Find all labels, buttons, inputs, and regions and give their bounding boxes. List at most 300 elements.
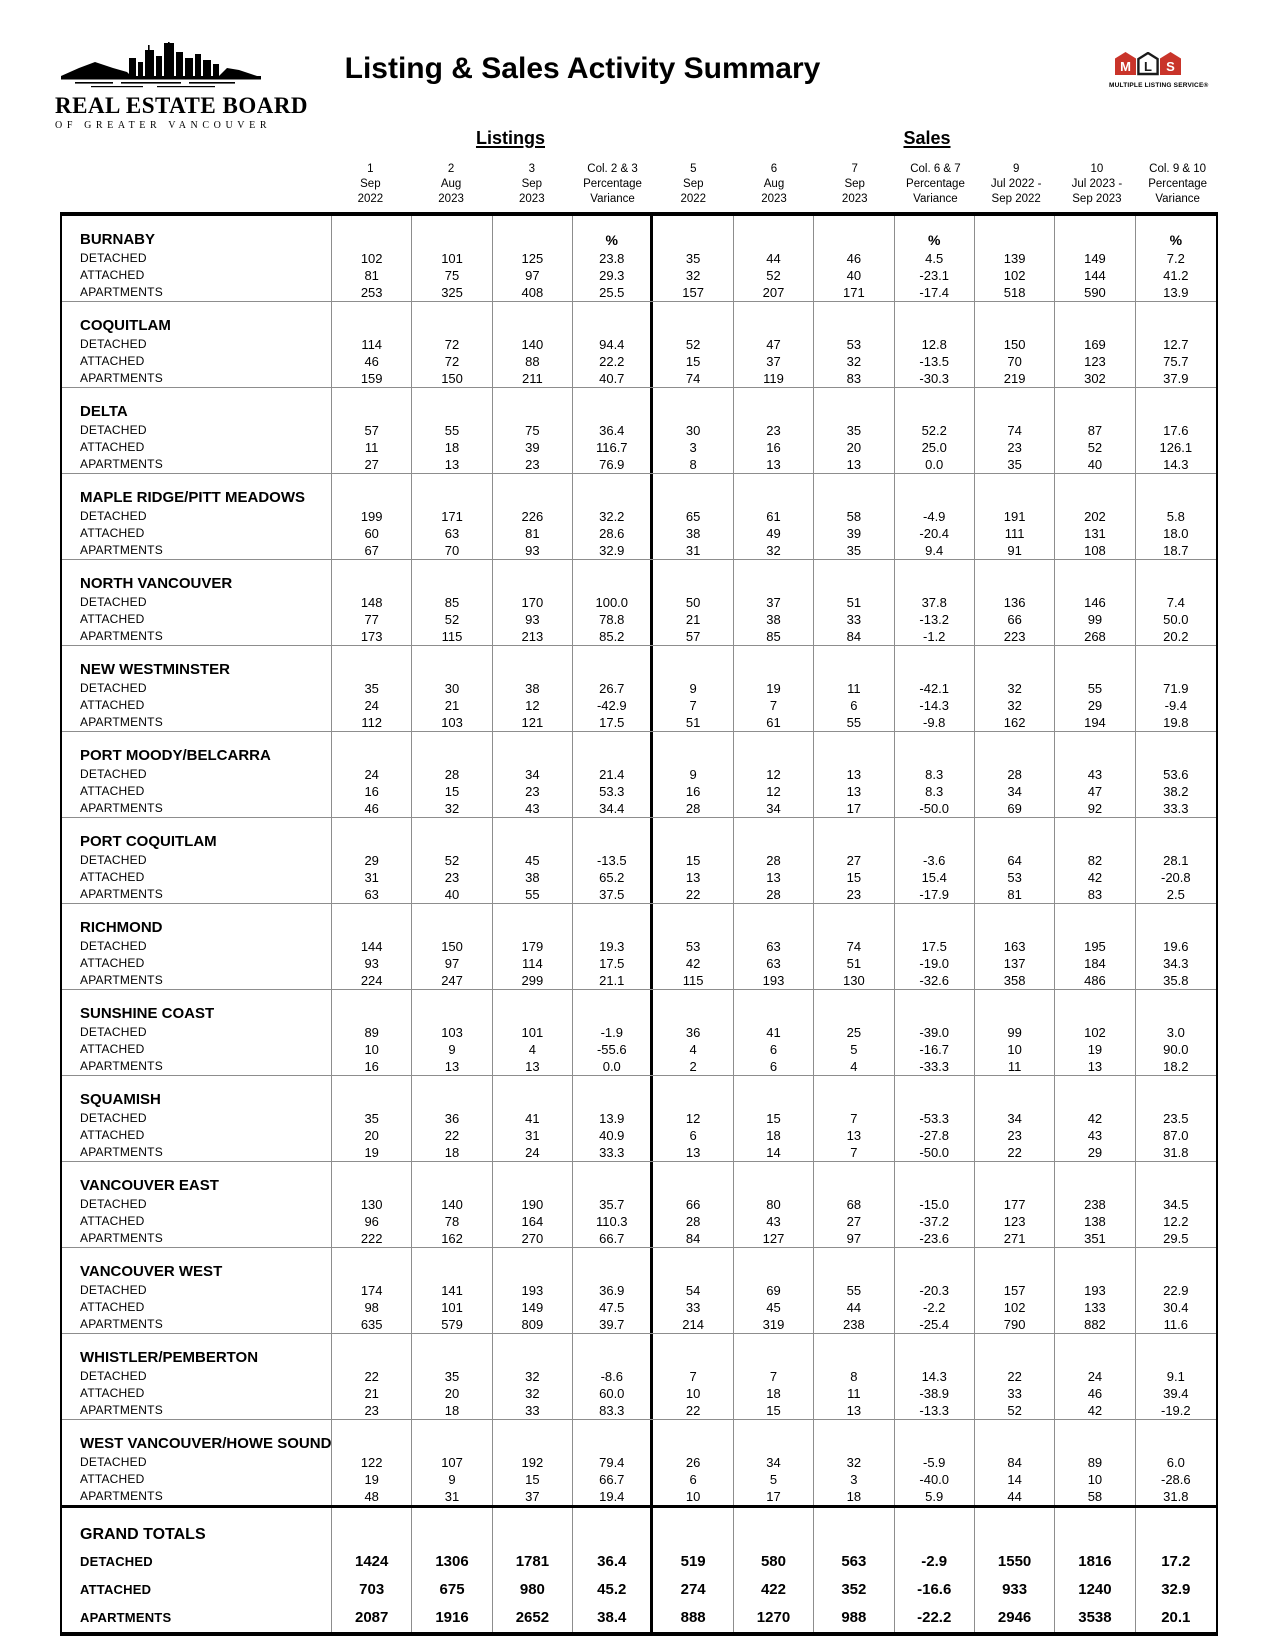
mls-houses-icon <box>1115 52 1181 76</box>
data-cell: 18 <box>412 1402 492 1419</box>
data-cell: 84 <box>975 1454 1055 1471</box>
data-cell: 1240 <box>1055 1576 1135 1604</box>
data-cell: 4.5 <box>895 250 975 267</box>
data-cell: 47.5 <box>573 1299 653 1316</box>
table-row <box>62 1282 1216 1299</box>
data-cell: 213 <box>493 628 573 645</box>
spacer-cell <box>975 990 1055 1024</box>
data-cell: -20.8 <box>1160 870 1191 885</box>
data-cell: 15.4 <box>895 869 975 886</box>
data-cell: 7 <box>814 1110 894 1127</box>
table-row <box>62 628 1216 645</box>
spacer-cell <box>895 1508 975 1548</box>
data-cell: 52.2 <box>895 422 975 439</box>
spacer-cell <box>1136 990 1216 1024</box>
data-cell: 42 <box>653 955 733 972</box>
report-header <box>0 0 1275 131</box>
data-cell: 15 <box>734 1402 814 1419</box>
data-cell: 194 <box>1055 714 1135 731</box>
data-cell: 44 <box>734 250 814 267</box>
spacer-cell <box>975 904 1055 938</box>
data-cell: 34.3 <box>1163 956 1189 971</box>
table-row <box>62 697 1216 714</box>
data-cell: 20 <box>814 439 894 456</box>
row-label: ATTACHED <box>62 1299 332 1316</box>
data-cell: 32 <box>653 267 733 284</box>
data-cell: 23 <box>493 456 573 473</box>
spacer-cell <box>1136 818 1216 852</box>
sales-group-header: Sales <box>903 128 951 148</box>
column-header-10: 10 Jul 2023 - Sep 2023 <box>1071 163 1123 205</box>
data-cell: -30.3 <box>895 370 975 387</box>
data-cell: 53 <box>653 938 733 955</box>
data-cell: 253 <box>332 284 412 301</box>
data-cell: 7 <box>734 697 814 714</box>
data-cell: 44 <box>814 1299 894 1316</box>
spacer-cell <box>1055 1162 1135 1196</box>
data-cell: 38.2 <box>1163 784 1189 799</box>
data-cell: 270 <box>493 1230 573 1247</box>
data-cell: 35 <box>814 542 894 559</box>
data-cell: 10 <box>653 1488 733 1505</box>
data-cell: 53 <box>814 336 894 353</box>
data-cell: 148 <box>332 594 412 611</box>
spacer-cell <box>975 302 1055 336</box>
data-cell: 22.9 <box>1163 1283 1189 1298</box>
data-cell: 299 <box>493 972 573 989</box>
data-cell: 3 <box>814 1471 894 1488</box>
data-cell: 25 <box>814 1024 894 1041</box>
data-cell: 2946 <box>975 1604 1055 1632</box>
spacer-cell <box>814 560 894 594</box>
region-section <box>62 817 1216 903</box>
spacer-cell <box>412 646 492 680</box>
row-label: DETACHED <box>62 250 332 267</box>
data-cell: 159 <box>332 370 412 387</box>
data-cell: 30.4 <box>1163 1300 1189 1315</box>
section-header-row <box>62 818 1216 852</box>
data-cell: 171 <box>412 508 492 525</box>
data-cell: 83 <box>1055 886 1135 903</box>
data-cell: 173 <box>332 628 412 645</box>
row-label: APARTMENTS <box>62 1316 332 1333</box>
data-cell: 29 <box>1055 697 1135 714</box>
data-cell: 92 <box>1055 800 1135 817</box>
spacer-cell <box>412 216 492 250</box>
data-cell: 37.5 <box>573 886 653 903</box>
data-cell: 18 <box>814 1488 894 1505</box>
data-cell: 65 <box>653 508 733 525</box>
spacer-cell <box>895 1248 975 1282</box>
table-row <box>62 886 1216 903</box>
table-row <box>62 1368 1216 1385</box>
data-cell: 37.8 <box>895 594 975 611</box>
data-cell: 82 <box>1055 852 1135 869</box>
data-cell: 32 <box>493 1368 573 1385</box>
section-name: PORT COQUITLAM <box>80 833 217 850</box>
spacer-cell <box>734 1162 814 1196</box>
data-cell: 29 <box>332 852 412 869</box>
data-cell: 1270 <box>734 1604 814 1632</box>
data-cell: 325 <box>412 284 492 301</box>
data-cell: -13.2 <box>895 611 975 628</box>
spacer-cell <box>1055 474 1135 508</box>
spacer-cell <box>895 1420 975 1454</box>
region-section <box>62 216 1216 301</box>
data-cell: 16 <box>332 1058 412 1075</box>
data-cell: 238 <box>1055 1196 1135 1213</box>
data-cell: 89 <box>332 1024 412 1041</box>
spacer-cell <box>332 388 412 422</box>
section-name-cell <box>62 1420 332 1454</box>
section-name: VANCOUVER EAST <box>80 1177 219 1194</box>
data-cell: -23.6 <box>895 1230 975 1247</box>
data-cell: 51 <box>814 594 894 611</box>
data-cell: 12.2 <box>1163 1214 1189 1229</box>
data-cell: 11 <box>975 1058 1055 1075</box>
data-cell: 71.9 <box>1163 681 1189 696</box>
data-cell: 55 <box>1055 680 1135 697</box>
spacer-cell <box>895 732 975 766</box>
data-cell: 121 <box>493 714 573 731</box>
table-row <box>62 1385 1216 1402</box>
data-cell: 302 <box>1055 370 1135 387</box>
table-row <box>62 1110 1216 1127</box>
data-cell: 19.3 <box>573 938 653 955</box>
data-cell: 52 <box>734 267 814 284</box>
spacer-cell <box>1055 646 1135 680</box>
section-name: VANCOUVER WEST <box>80 1263 223 1280</box>
row-label: DETACHED <box>62 938 332 955</box>
spacer-cell <box>734 1248 814 1282</box>
spacer-cell <box>573 646 653 680</box>
section-name-cell <box>62 388 332 422</box>
data-cell: 7.4 <box>1166 595 1185 610</box>
data-cell: 12 <box>493 697 573 714</box>
data-cell: 8 <box>814 1368 894 1385</box>
spacer-cell <box>734 1508 814 1548</box>
data-cell: -22.2 <box>895 1604 975 1632</box>
data-cell: 933 <box>975 1576 1055 1604</box>
data-cell: 45.2 <box>573 1576 653 1604</box>
section-name-cell <box>62 1076 332 1110</box>
region-section <box>62 1161 1216 1247</box>
data-cell: -5.9 <box>895 1454 975 1471</box>
data-cell: -9.8 <box>895 714 975 731</box>
data-cell: 888 <box>653 1604 733 1632</box>
data-cell: 66 <box>653 1196 733 1213</box>
data-cell: 23 <box>975 439 1055 456</box>
table-row <box>62 955 1216 972</box>
data-cell: 28 <box>412 766 492 783</box>
region-section <box>62 473 1216 559</box>
data-cell: 11.6 <box>1163 1317 1188 1332</box>
spacer-cell <box>493 1334 573 1368</box>
data-cell: 25.0 <box>895 439 975 456</box>
data-cell: -23.1 <box>895 267 975 284</box>
data-cell: 97 <box>814 1230 894 1247</box>
data-cell: 15 <box>653 353 733 370</box>
row-label: ATTACHED <box>62 955 332 972</box>
data-cell: 81 <box>493 525 573 542</box>
spacer-cell <box>1136 1508 1216 1548</box>
spacer-cell <box>412 474 492 508</box>
data-cell: 12 <box>653 1110 733 1127</box>
spacer-cell <box>1055 1076 1135 1110</box>
data-cell: 16 <box>653 783 733 800</box>
data-cell: 13 <box>814 1402 894 1419</box>
spacer-cell <box>653 990 733 1024</box>
data-cell: 34 <box>975 1110 1055 1127</box>
spacer-cell <box>493 1420 573 1454</box>
spacer-cell <box>734 560 814 594</box>
data-cell: 122 <box>332 1454 412 1471</box>
section-header-row <box>62 1248 1216 1282</box>
column-header-7: 7 Sep 2023 <box>841 163 868 205</box>
data-cell: 3538 <box>1055 1604 1135 1632</box>
spacer-cell <box>332 216 412 250</box>
row-label: APARTMENTS <box>62 370 332 387</box>
region-section <box>62 989 1216 1075</box>
section-header-row <box>62 732 1216 766</box>
data-cell: 78 <box>412 1213 492 1230</box>
column-header-3: 3 Sep 2023 <box>519 163 545 205</box>
section-name: COQUITLAM <box>80 317 171 334</box>
logo-subtitle: OF GREATER VANCOUVER <box>55 120 272 131</box>
spacer-cell <box>1136 732 1216 766</box>
spacer-cell <box>814 990 894 1024</box>
row-label: DETACHED <box>62 1196 332 1213</box>
data-cell: 74 <box>975 422 1055 439</box>
data-cell: 1424 <box>332 1548 412 1576</box>
data-cell: 223 <box>975 628 1055 645</box>
data-cell: 226 <box>493 508 573 525</box>
data-cell: 10 <box>975 1041 1055 1058</box>
data-cell: 17.5 <box>573 714 653 731</box>
data-cell: -38.9 <box>895 1385 975 1402</box>
data-cell: 28 <box>734 886 814 903</box>
row-label: APARTMENTS <box>62 628 332 645</box>
data-cell: 12.7 <box>1163 337 1189 352</box>
table-row <box>62 1196 1216 1213</box>
data-cell: 351 <box>1055 1230 1135 1247</box>
spacer-cell <box>734 818 814 852</box>
spacer-cell <box>332 904 412 938</box>
section-name: SQUAMISH <box>80 1091 161 1108</box>
table-row <box>62 852 1216 869</box>
data-cell: 103 <box>412 1024 492 1041</box>
row-label: APARTMENTS <box>62 800 332 817</box>
data-cell: 50 <box>653 594 733 611</box>
spacer-cell <box>332 474 412 508</box>
spacer-cell <box>814 1162 894 1196</box>
data-cell: 102 <box>975 1299 1055 1316</box>
data-cell: 16 <box>734 439 814 456</box>
data-cell: 141 <box>412 1282 492 1299</box>
data-cell: 103 <box>412 714 492 731</box>
row-label: APARTMENTS <box>62 1402 332 1419</box>
data-cell: 42 <box>1055 1110 1135 1127</box>
data-cell: 123 <box>1055 353 1135 370</box>
spacer-cell <box>1055 904 1135 938</box>
data-cell: -3.6 <box>895 852 975 869</box>
data-cell: 31.8 <box>1163 1145 1189 1160</box>
data-cell: 31 <box>653 542 733 559</box>
data-cell: 19 <box>332 1144 412 1161</box>
data-cell: 15 <box>734 1110 814 1127</box>
data-cell: 11 <box>814 1385 894 1402</box>
spacer-cell <box>493 1508 573 1548</box>
data-cell: 191 <box>975 508 1055 525</box>
spacer-cell <box>412 560 492 594</box>
spacer-cell <box>895 388 975 422</box>
spacer-cell <box>814 302 894 336</box>
data-cell: 179 <box>493 938 573 955</box>
data-cell: 13 <box>814 1127 894 1144</box>
data-cell: -13.3 <box>895 1402 975 1419</box>
data-cell: 988 <box>814 1604 894 1632</box>
spacer-cell <box>734 904 814 938</box>
spacer-cell <box>493 1076 573 1110</box>
data-cell: 53.6 <box>1163 767 1189 782</box>
data-cell: 28 <box>734 852 814 869</box>
table-row <box>62 336 1216 353</box>
spacer-cell <box>975 646 1055 680</box>
table-row <box>62 1127 1216 1144</box>
data-cell: 39.7 <box>573 1316 653 1333</box>
data-cell: 48 <box>332 1488 412 1505</box>
data-cell: 22 <box>975 1368 1055 1385</box>
data-cell: 80 <box>734 1196 814 1213</box>
data-cell: 703 <box>332 1576 412 1604</box>
data-cell: 193 <box>734 972 814 989</box>
section-name: WEST VANCOUVER/HOWE SOUND <box>80 1435 332 1452</box>
data-cell: 23 <box>734 422 814 439</box>
spacer-cell <box>734 646 814 680</box>
section-name: SUNSHINE COAST <box>80 1005 215 1022</box>
data-cell: 21.4 <box>573 766 653 783</box>
data-cell: 123 <box>975 1213 1055 1230</box>
data-cell: 67 <box>332 542 412 559</box>
spacer-cell <box>493 990 573 1024</box>
data-cell: 33 <box>493 1402 573 1419</box>
data-cell: 8 <box>653 456 733 473</box>
section-name-cell <box>62 818 332 852</box>
row-label: DETACHED <box>62 336 332 353</box>
section-name: GRAND TOTALS <box>80 1526 206 1543</box>
spacer-cell <box>1055 1508 1135 1548</box>
spacer-cell <box>412 990 492 1024</box>
data-cell: 37 <box>734 353 814 370</box>
row-label: APARTMENTS <box>62 284 332 301</box>
data-cell: 1781 <box>493 1548 573 1576</box>
data-cell: 31.8 <box>1163 1489 1189 1504</box>
data-cell: -50.0 <box>895 800 975 817</box>
data-cell: 52 <box>412 611 492 628</box>
section-name: BURNABY <box>80 231 155 248</box>
table-row <box>62 439 1216 456</box>
data-cell: 35 <box>332 680 412 697</box>
data-cell: 52 <box>653 336 733 353</box>
data-cell: 47 <box>1055 783 1135 800</box>
spacer-cell <box>332 732 412 766</box>
section-name: NORTH VANCOUVER <box>80 575 233 592</box>
row-label: ATTACHED <box>62 353 332 370</box>
spacer-cell <box>573 1076 653 1110</box>
data-cell: 38 <box>493 680 573 697</box>
data-cell: 85.2 <box>573 628 653 645</box>
spacer-cell <box>1055 560 1135 594</box>
table-row <box>62 1548 1216 1576</box>
spacer-cell <box>734 1334 814 1368</box>
data-cell: 41 <box>493 1110 573 1127</box>
data-cell: 108 <box>1055 542 1135 559</box>
data-cell: 150 <box>412 938 492 955</box>
data-cell: 18 <box>412 1144 492 1161</box>
table-row <box>62 1299 1216 1316</box>
data-cell: 18.2 <box>1163 1059 1189 1074</box>
data-cell: 19.6 <box>1163 939 1189 954</box>
section-header-row <box>62 904 1216 938</box>
spacer-cell <box>332 1248 412 1282</box>
data-cell: 27 <box>332 456 412 473</box>
data-cell: 24 <box>332 766 412 783</box>
data-cell: 15 <box>814 869 894 886</box>
data-cell: 211 <box>493 370 573 387</box>
listings-group-header: Listings <box>475 128 545 148</box>
table-row <box>62 1454 1216 1471</box>
data-cell: 23.8 <box>573 250 653 267</box>
table-row <box>62 1402 1216 1419</box>
data-cell: 3 <box>653 439 733 456</box>
spacer-cell <box>573 1248 653 1282</box>
data-cell: 19.4 <box>573 1488 653 1505</box>
data-cell: -19.2 <box>1160 1403 1191 1418</box>
data-cell: 127 <box>734 1230 814 1247</box>
spacer-cell <box>975 1162 1055 1196</box>
section-header-row <box>62 560 1216 594</box>
data-cell: 26.7 <box>573 680 653 697</box>
data-cell: 102 <box>975 267 1055 284</box>
spacer-cell <box>332 302 412 336</box>
data-cell: 61 <box>734 508 814 525</box>
data-cell: 202 <box>1055 508 1135 525</box>
data-cell: 22 <box>332 1368 412 1385</box>
section-name-cell <box>62 990 332 1024</box>
spacer-cell <box>332 560 412 594</box>
data-cell: 12 <box>734 766 814 783</box>
spacer-cell <box>332 1420 412 1454</box>
data-cell: 271 <box>975 1230 1055 1247</box>
data-cell: 81 <box>975 886 1055 903</box>
data-cell: 1816 <box>1055 1548 1135 1576</box>
data-cell: 17.2 <box>1161 1553 1191 1570</box>
data-cell: 5.9 <box>895 1488 975 1505</box>
row-label: ATTACHED <box>62 267 332 284</box>
table-row <box>62 1024 1216 1041</box>
row-label: APARTMENTS <box>62 972 332 989</box>
spacer-cell <box>653 560 733 594</box>
table-row <box>62 525 1216 542</box>
data-cell: 171 <box>814 284 894 301</box>
column-header-line-row <box>60 154 1218 212</box>
data-cell: 13 <box>1055 1058 1135 1075</box>
table-row <box>62 972 1216 989</box>
section-name: NEW WESTMINSTER <box>80 661 230 678</box>
data-cell: 66.7 <box>573 1471 653 1488</box>
data-cell: 55 <box>493 886 573 903</box>
spacer-cell <box>814 904 894 938</box>
